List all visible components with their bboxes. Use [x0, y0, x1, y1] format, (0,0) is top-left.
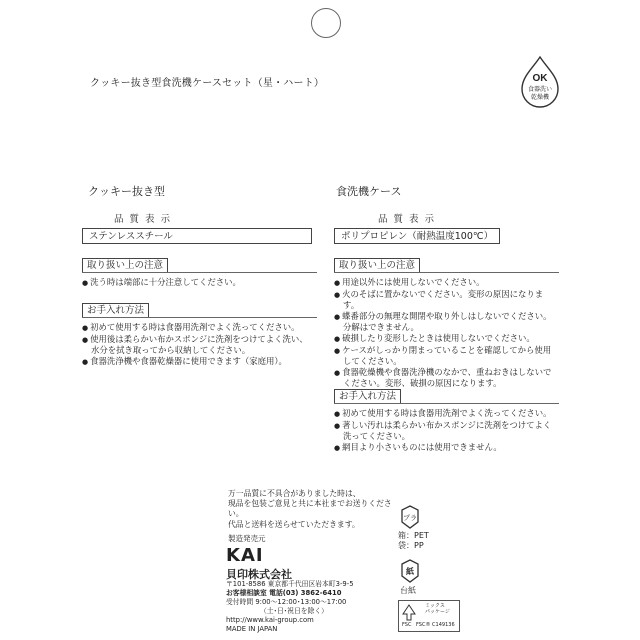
fsc-mark	[398, 600, 460, 632]
left-care-list	[82, 322, 312, 367]
left-material-box	[82, 228, 312, 244]
left-care-rule	[82, 317, 317, 318]
right-material-box	[334, 228, 500, 244]
company-address: 〒101-8586 東京都千代田区岩本町3-9-5	[226, 580, 354, 588]
paper-recycle-icon	[398, 558, 422, 584]
paper-mark-text: 紙	[406, 567, 414, 576]
right-care-list	[334, 408, 559, 453]
left-caution-list	[82, 277, 322, 289]
fsc-code: FSC® C149136	[416, 622, 455, 628]
list-item: ● 洗う時は端部に十分注意してください。	[82, 277, 322, 289]
company-hours: 受付時間 9:00～12:00･13:00～17:00	[226, 598, 347, 606]
fsc-logo-text: FSC	[402, 622, 412, 628]
badge-line3: 乾燥機	[530, 94, 550, 101]
list-item: ● 用途以外には使用しないでください。	[334, 277, 559, 289]
company-contact: お客様相談室 電話(03) 3862-6410	[226, 589, 342, 597]
right-quality-label: 品質表示	[378, 214, 441, 225]
left-caution-header: 取り扱い上の注意	[82, 258, 168, 273]
notice-line: 代品と送料を送らせていただきます。	[228, 519, 360, 529]
recycle-box-line: 箱：PET	[398, 531, 429, 540]
right-care-rule	[334, 403, 559, 404]
right-caution-list	[334, 277, 559, 389]
right-caution-header: 取り扱い上の注意	[334, 258, 420, 273]
company-closed: （土･日･祝日を除く）	[260, 607, 328, 615]
right-caution-rule	[334, 272, 559, 273]
hang-hole	[311, 8, 341, 38]
right-heading: 食洗機ケース	[336, 185, 402, 198]
list-item: ● 網目より小さいものには使用できません。	[334, 442, 559, 454]
list-item: ● 初めて使用する時は食器用洗剤でよく洗ってください。	[334, 408, 559, 420]
list-item: ● 食器乾燥機や食器洗浄機のなかで、重ねおきはしないでください。変形、破損の原因になります。	[334, 367, 559, 389]
dishwasher-ok-badge-icon	[518, 55, 562, 109]
list-item: ● 火のそばに置かないでください。変形の原因になります。	[334, 289, 559, 311]
left-quality-label: 品質表示	[114, 214, 177, 225]
fsc-tree-icon	[401, 604, 417, 622]
left-heading: クッキー抜き型	[88, 185, 165, 198]
company-url: http://www.kai-group.com	[226, 616, 314, 624]
list-item: ● 蝶番部分の無理な開閉や取り外しはしないでください。分解はできません。	[334, 311, 559, 333]
fsc-line2: パッケージ	[425, 609, 450, 615]
list-item: ● 著しい汚れは柔らかい布かスポンジに洗剤をつけてよく洗ってください。	[334, 420, 559, 442]
left-care-header: お手入れ方法	[82, 303, 149, 318]
list-item: ● ケースがしっかり閉まっていることを確認してから使用してください。	[334, 345, 559, 367]
recycle-bag-line: 袋：PP	[398, 541, 424, 550]
left-caution-rule	[82, 272, 317, 273]
list-item: ● 初めて使用する時は食器用洗剤でよく洗ってください。	[82, 322, 312, 334]
list-item: ● 使用後は柔らかい布かスポンジに洗剤をつけてよく洗い、水分を拭き取ってから収納してください。	[82, 334, 312, 356]
made-in: MADE IN JAPAN	[226, 625, 278, 633]
maker-label: 製造発売元	[228, 534, 266, 543]
left-material: ステンレススチール	[89, 231, 173, 242]
list-item: ● 破損したり変形したときは使用しないでください。	[334, 333, 559, 345]
pla-mark-text: プラ	[403, 514, 417, 522]
kai-logo: KAI	[226, 545, 264, 566]
pla-recycle-icon	[398, 504, 422, 530]
product-title: クッキー抜き型食洗機ケースセット（星・ハート）	[90, 78, 325, 89]
footer-notice	[228, 489, 398, 530]
company-info	[226, 580, 396, 634]
list-item: ● 食器洗浄機や食器乾燥器に使用できます（家庭用）。	[82, 356, 312, 368]
right-material: ポリプロピレン（耐熱温度100℃）	[341, 231, 494, 242]
notice-line: 万一品質に不具合がありました時は、	[228, 489, 361, 498]
right-care-header: お手入れ方法	[334, 389, 401, 404]
badge-line2: 食器洗い	[527, 86, 553, 93]
recycle-paper-label: 台紙	[400, 586, 416, 595]
notice-line: 現品を包装ご意見と共に本社までお送りください。	[228, 499, 392, 519]
company-name: 貝印株式会社	[226, 568, 292, 581]
fsc-line1: ミックス	[425, 603, 445, 609]
badge-ok-text: OK	[532, 73, 548, 84]
